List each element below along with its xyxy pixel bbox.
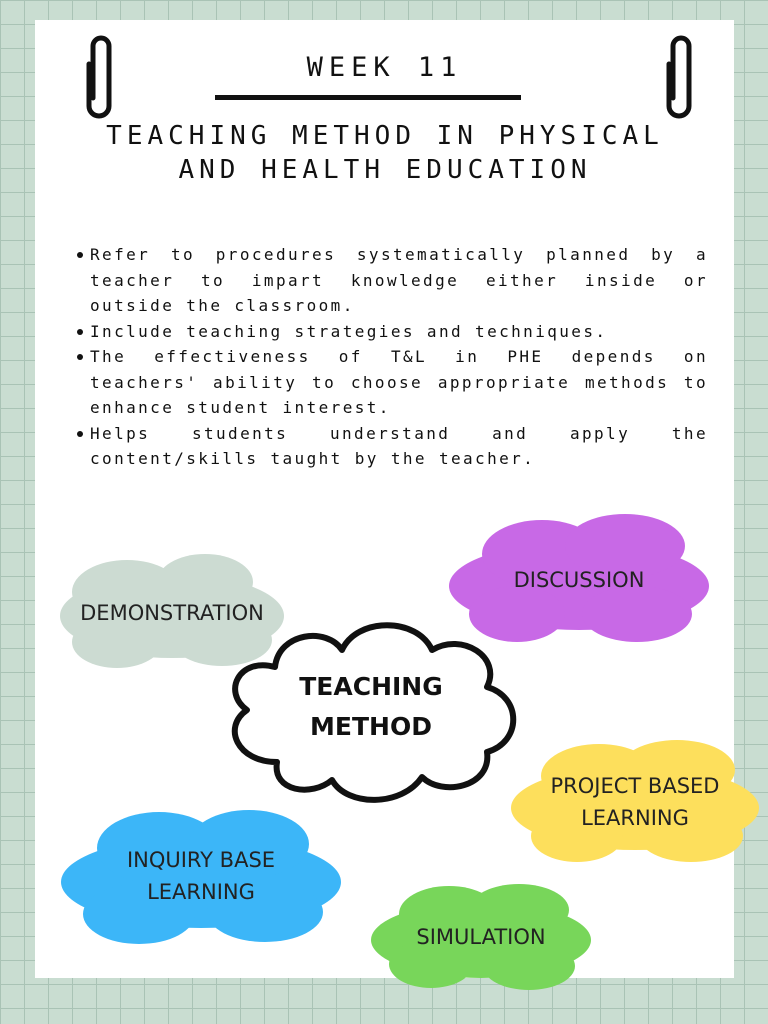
cloud-project-based-learning: [509, 734, 761, 870]
bullet-list: [90, 242, 708, 472]
cloud-simulation: [369, 878, 593, 996]
cloud-label: [59, 800, 343, 952]
heading-divider: [215, 95, 521, 100]
center-line-1: TEACHING: [299, 672, 443, 701]
cloud-label: DISCUSSION: [513, 568, 645, 592]
cloud-label: DEMONSTRATION: [80, 601, 264, 625]
cloud-label-line: PROJECT BASED: [550, 774, 720, 798]
list-item: Helps students understand and apply the content/skills taught by the teacher.: [90, 421, 708, 472]
list-item: Include teaching strategies and techniques.: [90, 319, 708, 345]
cloud-label: SIMULATION: [416, 925, 546, 949]
cloud-teaching-method: [217, 612, 525, 802]
list-item: Refer to procedures systematically planned by a teacher to impart knowledge either inside or outside the classroom.: [90, 242, 708, 319]
cloud-inquiry-base-learning: [59, 800, 343, 952]
cloud-label-line: LEARNING: [147, 880, 255, 904]
cloud-label: [217, 612, 525, 802]
center-line-2: METHOD: [310, 712, 432, 741]
week-heading: WEEK 11: [306, 52, 463, 83]
cloud-label-line: LEARNING: [581, 806, 689, 830]
cloud-label-line: INQUIRY BASE: [126, 848, 276, 872]
poster-sheet: [35, 20, 734, 978]
page-title: TEACHING METHOD IN PHYSICAL AND HEALTH EDUCATION: [106, 121, 664, 185]
list-item: The effectiveness of T&L in PHE depends on teachers' ability to choose appropriate methods to enhance student interest.: [90, 344, 708, 421]
cloud-label: [509, 734, 761, 870]
